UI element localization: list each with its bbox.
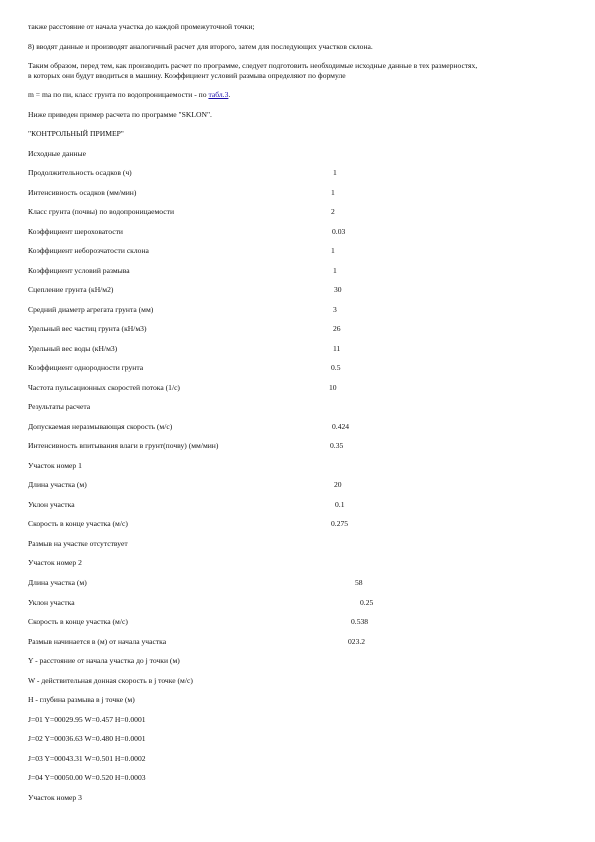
input-value: 26 xyxy=(333,324,341,333)
section-3-heading: Участок номер 3 xyxy=(28,793,82,802)
text-line-intro-1: также расстояние от начала участка до каждой промежуточной точки; xyxy=(28,22,255,31)
section-2-label: Длина участка (м) xyxy=(28,578,87,587)
point-row: J=02 Y=00036.63 W=0.480 H=0.0001 xyxy=(28,734,146,743)
section-2-value: 023.2 xyxy=(348,637,366,646)
text-line-intro-5: Ниже приведен пример расчета по программе "SKLON". xyxy=(28,110,212,119)
result-label: Допускаемая неразмывающая скорость (м/с) xyxy=(28,422,173,431)
input-label: Частота пульсационных скоростей потока (1/с) xyxy=(28,383,180,392)
section-2-value: 0.538 xyxy=(351,617,369,626)
text-line-intro-4 xyxy=(28,90,230,100)
input-value: 0.03 xyxy=(332,227,346,236)
point-row: J=03 Y=00043.31 W=0.501 H=0.0002 xyxy=(28,754,146,763)
text-line-intro-2: 8) вводят данные и производят аналогичный расчет для второго, затем для последующих участков склона. xyxy=(28,42,373,51)
section-2-label: Размыв начинается в (м) от начала участка xyxy=(28,637,167,646)
result-value: 0.35 xyxy=(330,441,344,450)
input-label: Продолжительность осадков (ч) xyxy=(28,168,132,177)
input-label: Интенсивность осадков (мм/мин) xyxy=(28,188,137,197)
input-value: 1 xyxy=(331,246,335,255)
input-label: Удельный вес частиц грунта (кН/м3) xyxy=(28,324,147,333)
input-label: Удельный вес воды (кН/м3) xyxy=(28,344,118,353)
section-1-heading: Участок номер 1 xyxy=(28,461,82,470)
section-1-note: Размыв на участке отсутствует xyxy=(28,539,128,548)
results-heading: Результаты расчета xyxy=(28,402,91,411)
table-3-link[interactable]: табл.3 xyxy=(208,90,229,99)
input-label: Коэффициент условий размыва xyxy=(28,266,130,275)
formula-text: m = ma по пи, класс грунта по водопроницаемости - по xyxy=(28,90,209,99)
result-value: 0.424 xyxy=(332,422,350,431)
input-value: 1 xyxy=(333,266,337,275)
input-label: Класс грунта (почвы) по водопроницаемости xyxy=(28,207,175,216)
input-value: 0.5 xyxy=(331,363,341,372)
point-row: J=04 Y=00050.00 W=0.520 H=0.0003 xyxy=(28,773,146,782)
section-1-label: Скорость в конце участка (м/с) xyxy=(28,519,128,528)
section-2-heading: Участок номер 2 xyxy=(28,558,82,567)
input-value: 30 xyxy=(334,285,342,294)
section-2-value: 0.25 xyxy=(360,598,374,607)
input-value: 10 xyxy=(329,383,337,392)
legend-line: W - действительная донная скорость в j точке (м/с) xyxy=(28,676,193,685)
section-1-label: Уклон участка xyxy=(28,500,75,509)
control-example-heading: "КОНТРОЛЬНЫЙ ПРИМЕР" xyxy=(28,129,124,138)
input-value: 1 xyxy=(331,188,335,197)
text-line-intro-3b: в которых они будут вводиться в машину. Коэффициент условий размыва определяют по формуле xyxy=(28,71,346,80)
section-1-value: 20 xyxy=(334,480,342,489)
text-line-intro-3a: Таким образом, перед тем, как производить расчет по программе, следует подготовить необходимые исходные данные в тех размерностях, xyxy=(28,61,478,70)
section-2-label: Уклон участка xyxy=(28,598,75,607)
input-label: Коэффициент шероховатости xyxy=(28,227,123,236)
point-row: J=01 Y=00029.95 W=0.457 H=0.0001 xyxy=(28,715,146,724)
section-1-value: 0.275 xyxy=(331,519,349,528)
legend-line: H - глубина размыва в j точке (м) xyxy=(28,695,135,704)
input-label: Коэффициент неборозчатости склона xyxy=(28,246,149,255)
section-1-value: 0.1 xyxy=(335,500,345,509)
input-value: 11 xyxy=(333,344,341,353)
section-2-label: Скорость в конце участка (м/с) xyxy=(28,617,128,626)
section-1-label: Длина участка (м) xyxy=(28,480,87,489)
input-label: Сцепление грунта (кН/м2) xyxy=(28,285,114,294)
inputs-heading: Исходные данные xyxy=(28,149,86,158)
input-value: 1 xyxy=(333,168,337,177)
input-label: Средний диаметр агрегата грунта (мм) xyxy=(28,305,154,314)
input-value: 3 xyxy=(333,305,337,314)
legend-line: Y - расстояние от начала участка до j точки (м) xyxy=(28,656,180,665)
formula-text-end: . xyxy=(228,90,231,99)
input-label: Коэффициент однородности грунта xyxy=(28,363,144,372)
section-2-value: 58 xyxy=(355,578,363,587)
result-label: Интенсивность впитывания влаги в грунт(почву) (мм/мин) xyxy=(28,441,219,450)
input-value: 2 xyxy=(331,207,335,216)
